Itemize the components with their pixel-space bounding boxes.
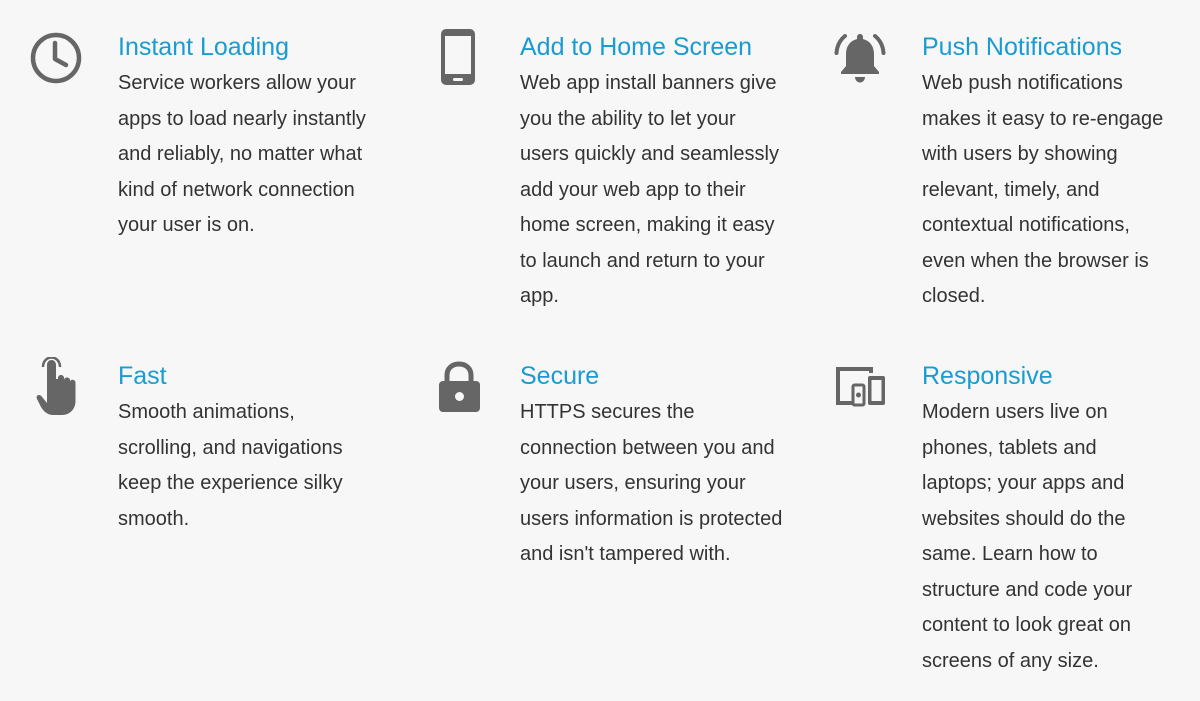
feature-description: Web app install banners give you the ability to let your users quickly and seamlessly add your web app to their home screen, making it easy to launch and return to your app. — [520, 72, 779, 307]
feature-description: Service workers allow your apps to load nearly instantly and reliably, no matter what kind of network connection your user is on. — [118, 72, 366, 236]
bell-icon — [832, 28, 888, 88]
feature-title: Instant Loading — [118, 33, 289, 61]
lock-icon — [430, 357, 486, 417]
touch-icon — [28, 357, 84, 417]
feature-description: Modern users live on phones, tablets and laptops; your apps and websites should do the same. Learn how to structure and code your content to look great on screens of any size. — [922, 401, 1133, 672]
feature-title: Fast — [118, 362, 167, 390]
devices-icon — [832, 357, 888, 417]
clock-icon — [28, 28, 84, 88]
feature-title: Responsive — [922, 362, 1053, 390]
feature-title: Push Notifications — [922, 33, 1123, 61]
feature-description: HTTPS secures the connection between you and your users, ensuring your users information is protected and isn't tampered with. — [520, 401, 783, 565]
feature-title: Add to Home Screen — [520, 33, 753, 61]
feature-description: Smooth animations, scrolling, and navigations keep the experience silky smooth. — [118, 401, 343, 530]
feature-title: Secure — [520, 362, 600, 390]
phone-icon — [430, 28, 486, 88]
feature-description: Web push notifications makes it easy to re-engage with users by showing relevant, timely, and contextual notifications, even when the browser is closed. — [922, 72, 1164, 307]
